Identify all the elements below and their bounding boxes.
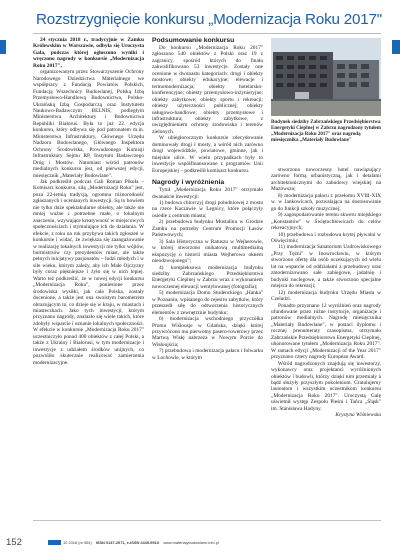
title-rule: [33, 33, 381, 34]
article-paragraph: 3) Sala Historyczna w Ratuszu w Wejherowie, w której stworzono unikatową multimedialną ekspozycję o historii miasta Wejherowo oknem nieodzwojonego";: [152, 238, 263, 265]
article-paragraph: 4) kompleksowa modernizacja budynku siedziby Zabrzańskiego Przedsiębiorstwa Energetyki Cieplnej w Zabrzu wraz z wykonaniem nowoczesnej elewacji wentylowanej (fotografia);: [152, 264, 263, 290]
article-paragraph: 6) modernizacja wschodniego przyczółka Promu Wiślousje w Gdańska, dzięki której przywrócono mu pierwotny pasero-rowerowy przez Martwą Wisłę nabrzeża w Nowym Porcie do Wisłoujścia;: [152, 316, 263, 348]
article-paragraph: 11) modernizacja Sanatorium Uzdrowiskowego „Przy Tężni" w Inowrocławiu, w którym stworzono ofertę dla osób oczekujących od wielu lat na wsparcie od oddziałami z przebudowy oraz zmodernizowano sale zabiegowe, jadalnię i budynki noclegowe, a także stworzono specjalne miejsca do rekreacji;: [271, 244, 381, 290]
article-paragraph: Jak podkreślił podczas Gali Roman Pikuła – Komisarz konkursu, siłą „Modernizacji Roku" jest, poza 22-letnią tradycją, ogromna różnorodność zgłaszanych i ocenianych inwestycji. Są to bowiem nie tylko duże spektakularne obiekty, ale także nie mniej ważne i potrzebne małe, o lokalnym znaczeniu, wzywające kreatywność w miejscowych społecznościach i stymulujące ich do działania. W efekcie, z roku na rok przybywa takich zgłoszeń w konkursie i widać, że zwiększa się zaangażowanie w realizację lokalnych inwestycji nie tylko wójtów, burmistrzów czy prezydentów miast, ale także pełnych inicjatywy pasjonatów – ludzi młodych i w sile wieku, którym zależy, aby ich Małe Ojczyzny były coraz piękniejsze i żyło się w nich lepiej. Warto też podkreślić, że w nowej edycji konkursu „Modernizacja Roku", poniesione przez środowiska wysiłki, jak cała Polska, zostały docenione, a także jest ona swoistym barometrem obrazującym to, co dzieje się w kraju, w miastach i miasteczkach. Jako tych inwestycji, którym przyznano nagrody, znalazło się wiele takich, które zdobyły wsparcie i uznanie lokalnych społeczności. W efekcie w konkursie „Modernizacja Roku 2017" uczestniczyło ponad 400 obiektów z całej Polski, a także z Ukrainy i Białorusi, w tym modernizacje i inwestycje z udziałem środków unijnych, co pozwoliło skutecznie realizować zamierzenia modernizacyjne.: [33, 178, 144, 366]
article-paragraph: Do konkursu „Modernizacja Roku 2017" zgłoszono 540 obiektów z Polski oraz 19 z zagranicy, spośród których do finału zakwalifikowano 53 inwestycje. Zostały one ocenione w dwunastu kategoriach: drogi i obiekty mostowe; obiekty edukacyjne; elewacje i termomodernizacja; obiekty hotelarsko-konferencyjne; obiekty przemysłowo-inżynieryjne; obiekty zabytkowe; obiekty sportu i rekreacji; obiekty użyteczności publicznej; obiekty usługowo-handlowe; obiekty przemysłowe i infrastruktura; obiekty zabytkowe, z uwzględnieniem ochrony środowiska i terenów zielonych.: [152, 45, 263, 135]
article-paragraph: 5) modernizacja Domu Studenckiego „Hanka" w Poznaniu, wpisanego do rejestru zabytków, który przeszedł siłę do odtworzenia historycznych elementów z zewnętrznie budynku;: [152, 290, 263, 316]
article-column-1: [33, 37, 144, 515]
article-paragraph: 8) modernizacja pałacu z przełomu XVIII-XIX w. w Jankowicach, pozwalająca na dostosowanie go do funkcji szkoły muzycznej;: [271, 192, 381, 212]
article-paragraph: 12) modernizacja budynku Urzędu Miasta w Czeladzi.: [271, 289, 381, 303]
magazine-logo-icon: [48, 540, 61, 545]
article-paragraph: 9) zagospodarowanie terenu skweru miejskiego „Konstantów" w Świętochłowicach do celów rekreacyjnych;: [271, 212, 381, 232]
article-column-3: [271, 167, 381, 515]
footer-issue: 10 2018 (nr 554): [63, 540, 92, 545]
author-signature: Krystyna Wiśniewska: [335, 412, 381, 419]
section-heading: Podsumowanie konkursu: [152, 37, 235, 44]
article-paragraph: 1) budowa chlorczyj drogi południowej z mostu na rzece Kaczawie w Legnicy, które połączyły osiedle z centrum miasta;: [152, 199, 263, 219]
page-tab-right: [392, 40, 400, 54]
article-paragraph: stworzono nowoczesny hotel nawiązujący zarówno formą urbanistyczną, jak i detalami architektonicznymi do zabudowy wiejskiej na Mazowszu;: [271, 167, 381, 193]
footer-rule: [33, 520, 381, 521]
article-paragraph: Tytuł „Modernizacja Roku 2017" otrzymało dwanaście inwestycji:: [152, 187, 263, 200]
page-number: 152: [6, 537, 22, 548]
article-paragraph: Ponadto przyznano 12 wyróżnień oraz nagrody ufundowane przez różne instytucje, organizacje i patronów medialnych. Nagrodę miesięcznika „Materiały Budowlane", w postaci dyplomu i rocznej prenumeraty czasopisma, otrzymało Zabrzańskie Przedsiębiorstwo Energetyki Cieplnej, uhonorowane tytułem „Modernizacja Roku 2017". W ramach edycji „Modernizacji of the Year 2017" przyznano cztery nagrody European Award.: [271, 302, 381, 361]
footer-info: [48, 540, 393, 545]
article-title: Rozstrzygnięcie konkursu „Modernizacja Roku 2017": [36, 11, 382, 28]
page-tab-left: [0, 40, 6, 54]
photo-caption: Budynek siedziby Zabrzańskiego Przedsiębiorstwa Energetyki Cieplnej w Zabrzu nagrodzony tytułem „Modernizacja Roku 2017" oraz nagrodą miesięcznika „Materiały Budowlane": [271, 119, 381, 143]
article-paragraph: 2) przebudowa budynku Mustalinu w Grodzie Zamku na potrzeby Centrum Promocji Łasów Państwowych;: [152, 219, 263, 239]
article-column-2: [152, 37, 263, 515]
article-paragraph: 24 stycznia 2018 r., tradycyjnie w Zamku Królewskim w Warszawie, odbyła się Uroczysta Gala, podczas której ogłoszono wyniki i wręczono nagrody w konkursie „Modernizacja Roku 2017",: [33, 37, 144, 69]
article-paragraph: W ubiegłorocznym konkursie zdecydowanie dominowały drogi i mosty, a wśród nich zarówno drogi wojewódzkie, powiatowe, gminne, jak i miejskie ulice. W wielu przypadkach były to inwestycje współfinansowane z programów Unii Europejskiej – podkreślił komisarz konkursu.: [152, 135, 263, 174]
footer-issn: ISSN 0137-2971, e-ISSN 2449-951X: [95, 540, 160, 545]
article-paragraph: organizowanym przez Stowarzyszenie Ochrony Narodowego Dziedzictwa Materialnego we współpracy z Fundacją Powiatów Polskich, Fundacją Wszechnicy Budowlanej, Polską Izbą Przemysłowo-Handlową Budownictwa, Polsko-Ukraińską Izbą Gospodarczą oraz Instytutem Naukowo-Badawczym BELNIS, podległym Ministerstwu Architektury i Budownictwa Republiki Białoruś. Była to już 22. edycja konkursu, który odbywa się pod patronatem m.in. Ministerstwa Infrastruktury, Głównego Urzędu Nadzoru Budowlanego, Głównego Inspektora Ochrony Środowiska, Prowadzonego Komisji Infrastruktury Sejmu RP, Instytutu Badawczego Dróg i Mostów. Natomiast wśród patronów medialnych konkursu jest, od pierwszej edycji, miesięcznik „Materiały Budowlane".: [33, 69, 144, 179]
section-heading: Nagrody i wyróżnienia: [152, 179, 225, 187]
article-paragraph: 10) przebudowa i rozbudowa krytej pływalni w Oświęcimiu;: [271, 231, 381, 244]
article-paragraph: 7) przebudowa i modernizacja pałacu i folwarku w Lochowie, w którym: [152, 348, 263, 361]
footer-website: www.materialybudowlane.info.pl: [163, 540, 219, 545]
building-photo: [271, 38, 381, 116]
article-paragraph: Wśród nagrodzonych znajdują się inwestorzy, wykonawcy oraz projektanci wyróżnionych obiektów i budowli, którzy dzięki nim przemiały à bądź służyły przyszłym pokoleniom. Gratulujemy laureatom i wszystkim uczestnikom konkursu „Modernizacja Roku 2017". Uroczystą Galę uświetnił występ Zespołu Pieśni i Tańca „Śląsk" im. Stanisława Hadyny.: [271, 360, 381, 412]
